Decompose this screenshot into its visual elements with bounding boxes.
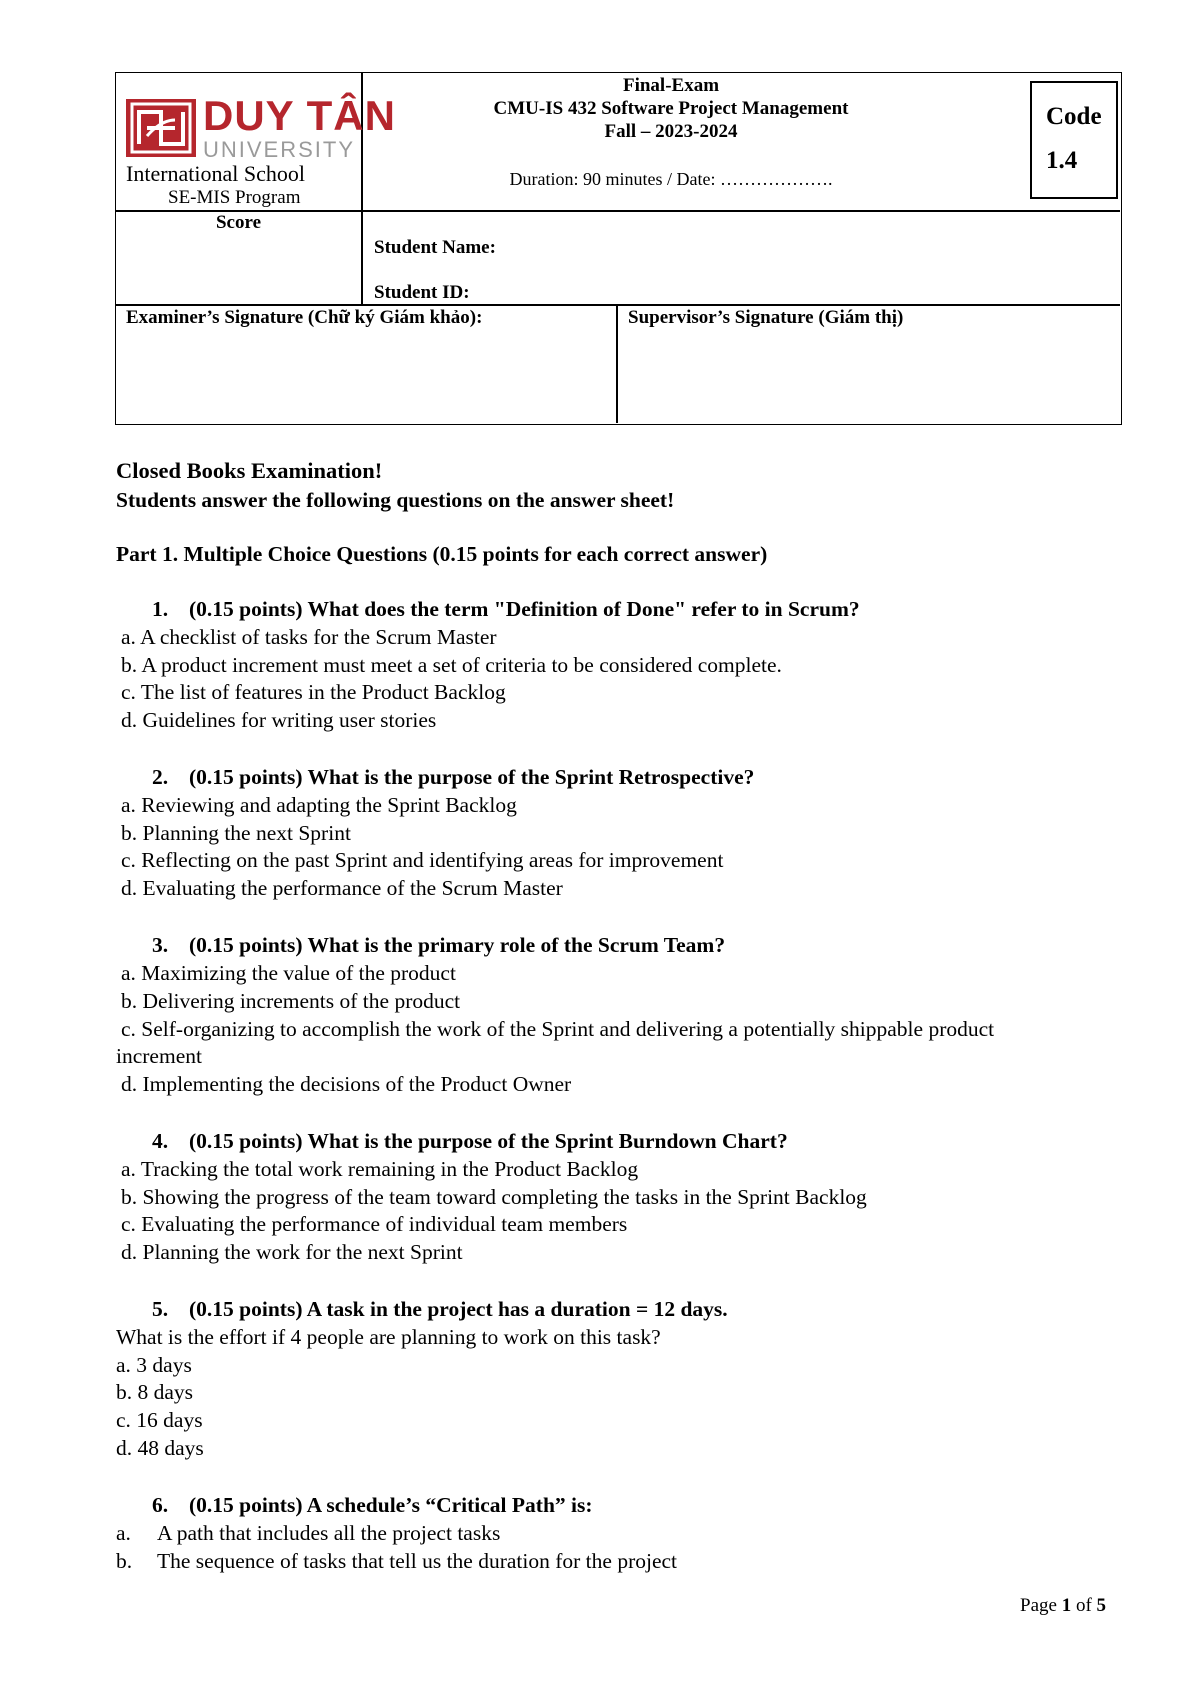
examiner-signature-label: Examiner’s Signature (Chữ ký Giám khảo): [126,307,483,328]
option: a. A checklist of tasks for the Scrum Master [121,625,497,649]
question-6 [152,1493,593,1518]
page-current: 1 [1061,1595,1072,1616]
option: c. Evaluating the performance of individual team members [121,1212,628,1236]
of-word: of [1075,1595,1092,1616]
option: a. Reviewing and adapting the Sprint Backlog [121,793,517,817]
supervisor-signature-label: Supervisor’s Signature (Giám thị) [628,307,904,328]
logo-name: DUY TÂN [203,92,396,139]
option: d. Evaluating the performance of the Scrum Master [121,876,563,900]
student-name-label: Student Name: [374,237,496,258]
option [116,1549,677,1574]
page-number [1020,1595,1106,1617]
code-value: 1.4 [1046,147,1078,174]
course-title: CMU-IS 432 Software Project Management [493,98,849,119]
option: c. Self-organizing to accomplish the work of the Sprint and delivering a potentially shippable product [121,1017,995,1041]
question-number: 4. [152,1129,169,1153]
option-continuation: increment [116,1044,202,1068]
option: d. Planning the work for the next Sprint [121,1240,463,1264]
option: d. Implementing the decisions of the Product Owner [121,1072,572,1096]
question-text: (0.15 points) A schedule’s “Critical Path” is: [189,1493,593,1517]
student-id-label: Student ID: [374,282,470,303]
option: a. Maximizing the value of the product [121,961,456,985]
question-4 [152,1129,788,1154]
option: c. The list of features in the Product Backlog [121,680,506,704]
exam-title: Final-Exam [622,75,720,96]
program-name: SE-MIS Program [168,187,301,208]
question-number: 3. [152,933,169,957]
option: b. Delivering increments of the product [121,989,461,1013]
option [116,1521,500,1546]
question-text: (0.15 points) What is the primary role of the Scrum Team? [189,933,726,957]
university-logo [125,92,396,162]
option-text: The sequence of tasks that tell us the duration for the project [157,1549,678,1573]
option-key: a. [116,1521,131,1545]
page-total: 5 [1096,1595,1107,1616]
option: a. 3 days [116,1353,192,1377]
question-number: 2. [152,765,169,789]
header-divider-row2 [116,304,1120,306]
question-1 [152,597,860,622]
option: b. 8 days [116,1380,194,1404]
instruction-text: Students answer the following questions on the answer sheet! [116,488,675,512]
question-text: (0.15 points) What is the purpose of the Sprint Burndown Chart? [189,1129,788,1153]
school-name: International School [126,161,306,186]
closed-books-heading: Closed Books Examination! [116,458,383,483]
option-key: b. [116,1549,133,1573]
exam-duration: Duration: 90 minutes / Date: ………………. [509,169,833,189]
part1-heading: Part 1. Multiple Choice Questions (0.15 points for each correct answer) [116,542,768,566]
option: c. 16 days [116,1408,203,1432]
question-number: 1. [152,597,169,621]
option-text: A path that includes all the project tasks [157,1521,501,1545]
option: b. Planning the next Sprint [121,821,351,845]
question-number: 5. [152,1297,169,1321]
question-5 [152,1297,728,1322]
option: b. Showing the progress of the team toward completing the tasks in the Sprint Backlog [121,1185,867,1209]
question-number: 6. [152,1493,169,1517]
question-2 [152,765,754,790]
option: c. Reflecting on the past Sprint and identifying areas for improvement [121,848,724,872]
question-subtext: What is the effort if 4 people are planning to work on this task? [116,1325,661,1349]
question-text: (0.15 points) A task in the project has a duration = 12 days. [189,1297,728,1321]
score-label: Score [215,212,262,233]
option: d. Guidelines for writing user stories [121,708,437,732]
option: a. Tracking the total work remaining in the Product Backlog [121,1157,639,1181]
exam-header-table [115,72,1122,425]
question-text: (0.15 points) What is the purpose of the Sprint Retrospective? [189,765,755,789]
question-text: (0.15 points) What does the term "Definition of Done" refer to in Scrum? [189,597,860,621]
page-word: Page [1020,1595,1057,1616]
logo-subtitle: UNIVERSITY [203,137,356,162]
exam-code-box [1030,81,1118,199]
question-3 [152,933,725,958]
exam-term: Fall – 2023-2024 [604,121,738,142]
duy-tan-logo-icon [125,98,197,158]
option: b. A product increment must meet a set of criteria to be considered complete. [121,653,782,677]
option: d. 48 days [116,1436,204,1460]
code-label: Code [1046,103,1102,130]
signature-divider [616,304,618,423]
